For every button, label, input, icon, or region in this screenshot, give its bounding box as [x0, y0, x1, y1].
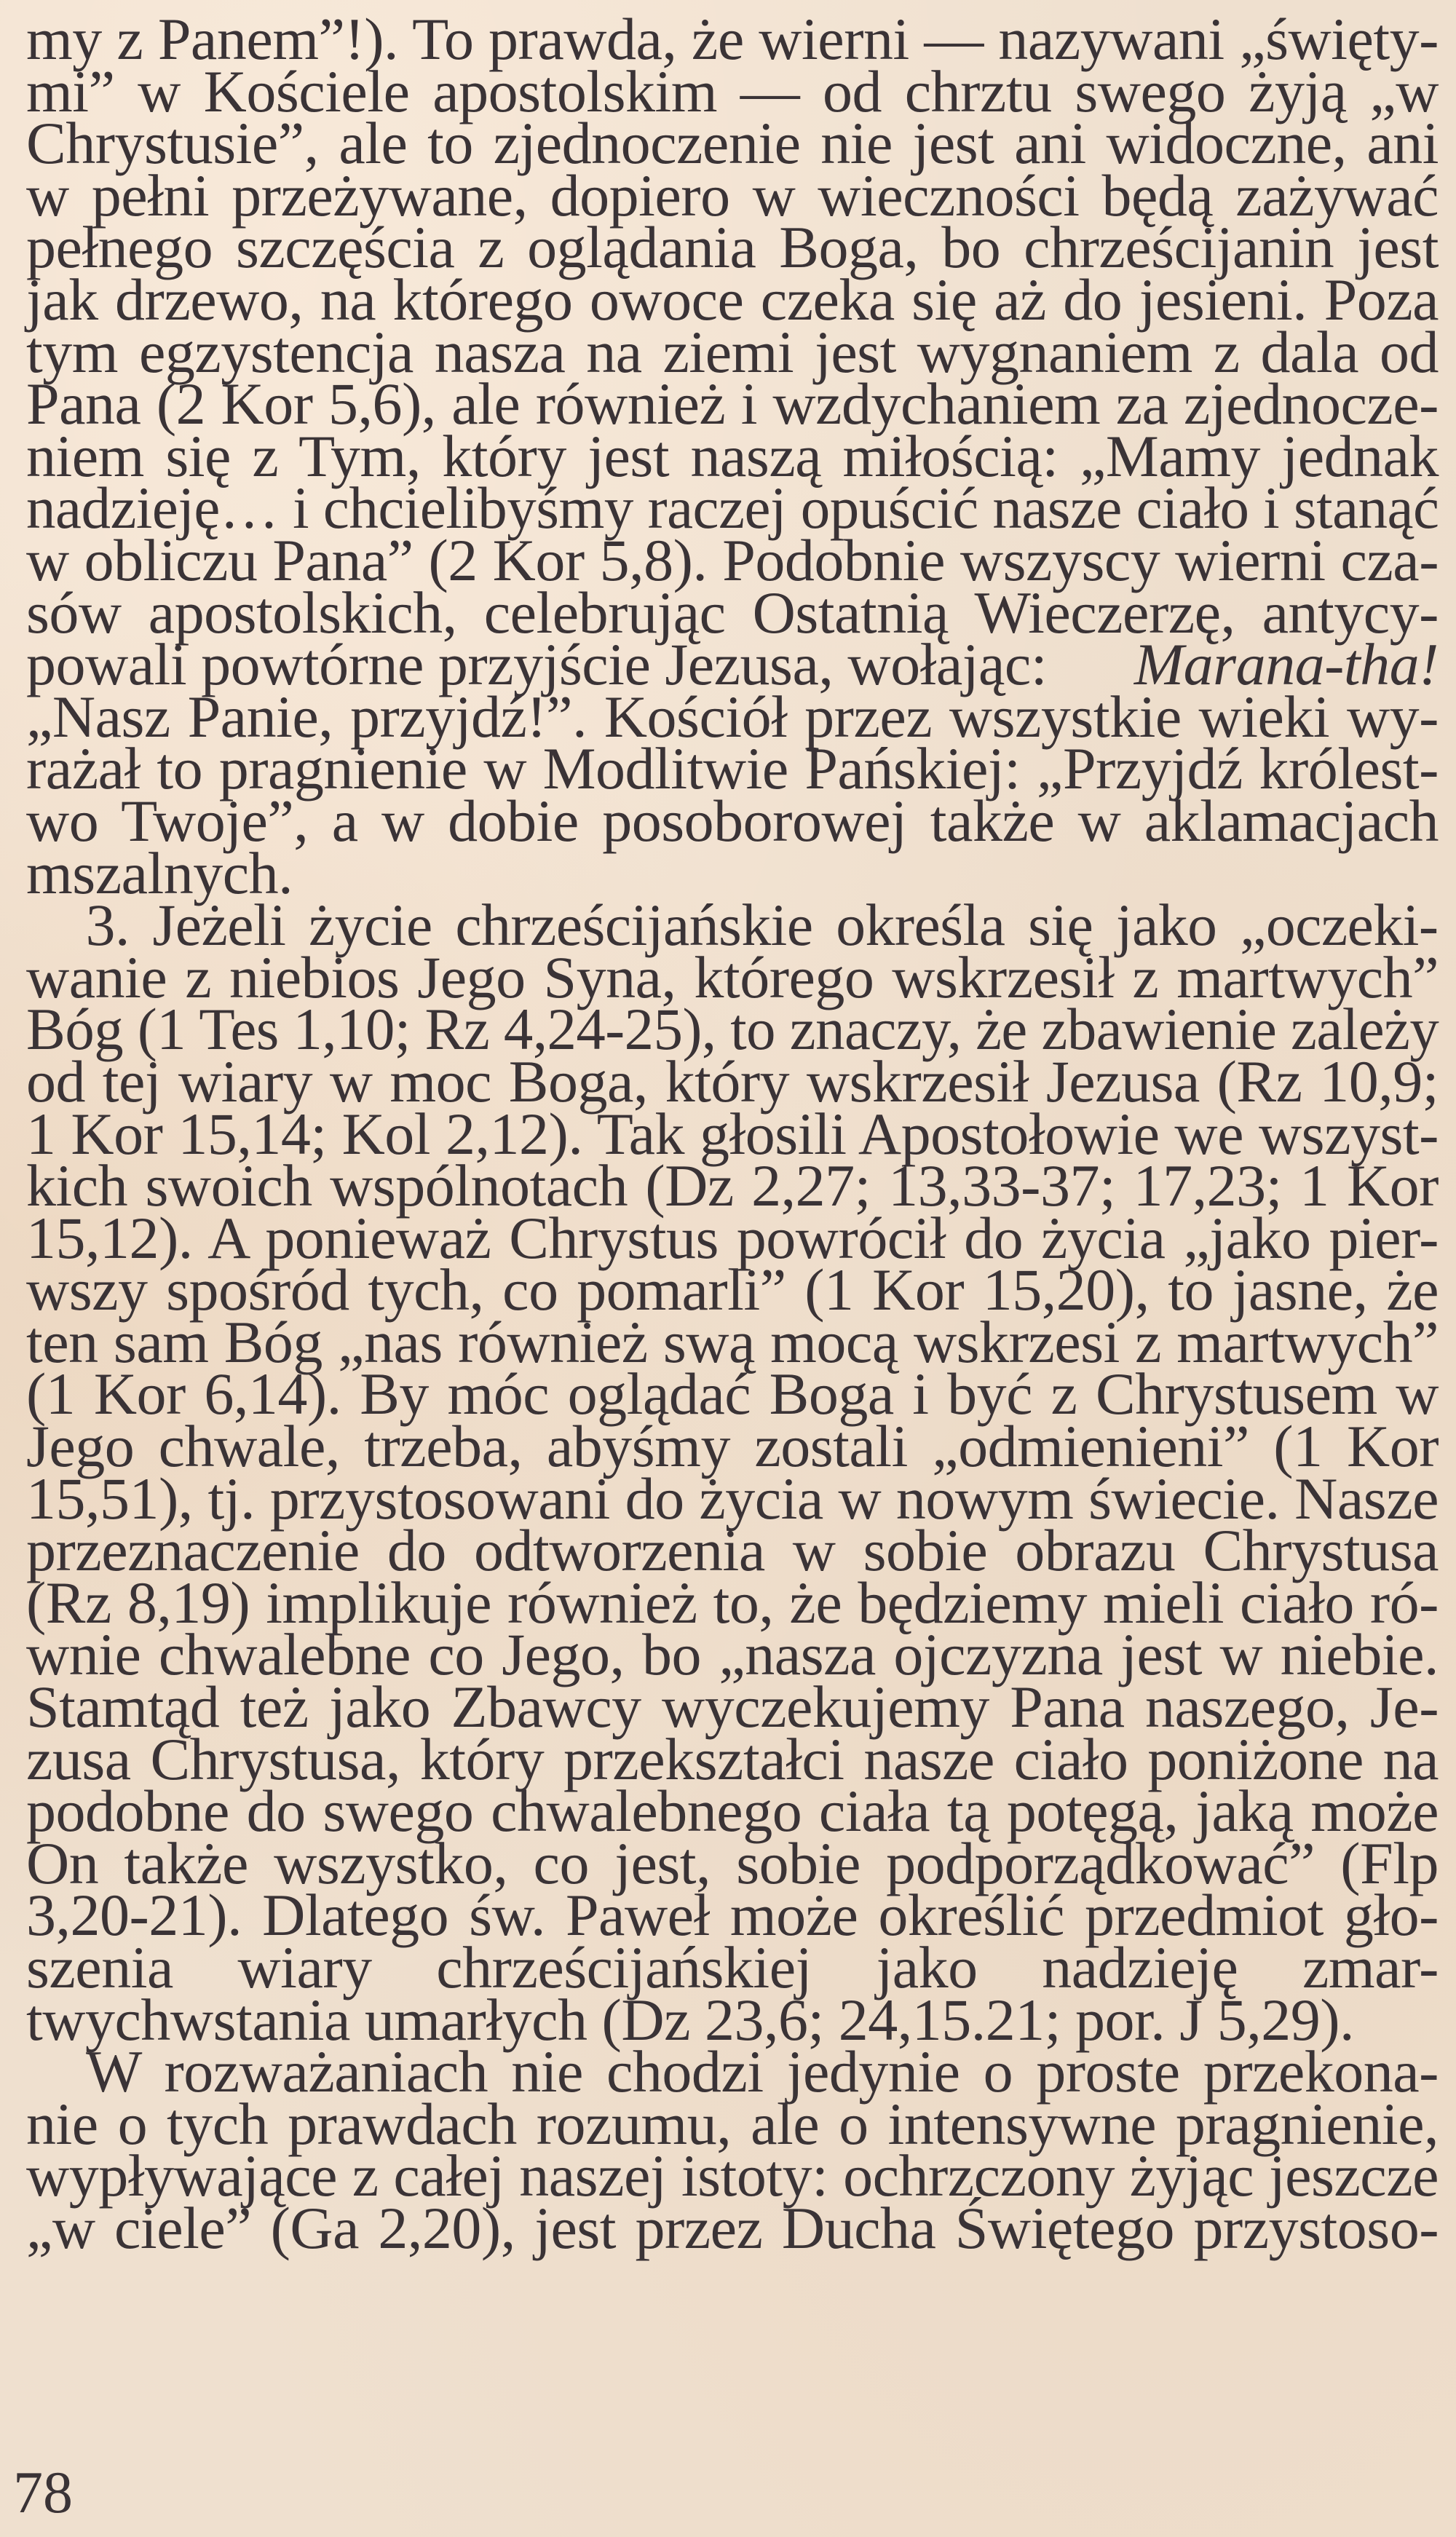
text-line-content: przeznaczenie do odtworzenia w sobie obrazu Chrystusa [26, 1517, 1439, 1583]
text-line-content: 1 Kor 15,14; Kol 2,12). Tak głosili Apostołowie we wszyst- [26, 1101, 1439, 1167]
text-line-content: my z Panem”!). To prawda, że wierni — nazywani „święty- [26, 6, 1439, 72]
text-line-content: niem się z Tym, który jest naszą miłością: „Mamy jednak [26, 423, 1439, 489]
text-line-content: mszalnych. [26, 840, 293, 906]
text-line-content: wnie chwalebne co Jego, bo „nasza ojczyzna jest w niebie. [26, 1621, 1439, 1687]
text-line-content: Bóg (1 Tes 1,10; Rz 4,24-25), to znaczy, że zbawienie zależy [26, 996, 1439, 1062]
text-line-content: w pełni przeżywane, dopiero w wieczności będą zażywać [26, 162, 1439, 229]
text-line-content: sów apostolskich, celebrując Ostatnią Wieczerzę, antycy- [26, 579, 1439, 646]
text-line-content: szenia wiary chrześcijańskiej jako nadzieję zmar- [26, 1934, 1439, 2000]
text-line-content: jak drzewo, na którego owoce czeka się aż do jesieni. Poza [26, 266, 1439, 333]
italic-phrase: Marana-tha! [1133, 631, 1439, 697]
text-line-content: nie o tych prawdach rozumu, ale o intensywne pragnienie, [26, 2091, 1439, 2157]
text-line-content: w obliczu Pana” (2 Kor 5,8). Podobnie wszyscy wierni cza- [26, 527, 1439, 593]
text-line-content: nadzieję… i chcielibyśmy raczej opuścić nasze ciało i stanąć [26, 475, 1439, 541]
text-line-content: wo Twoje”, a w dobie posoborowej także w aklamacjach [26, 788, 1439, 854]
text-line-content: 3,20-21). Dlatego św. Paweł może określić przedmiot gło- [26, 1882, 1439, 1948]
text-line-content: 15,12). A ponieważ Chrystus powrócił do życia „jako pier- [26, 1205, 1439, 1271]
text-line-content: „w ciele” (Ga 2,20), jest przez Ducha Świętego przystoso- [26, 2195, 1439, 2261]
text-line-content: Chrystusie”, ale to zjednoczenie nie jest ani widoczne, ani [26, 110, 1439, 176]
text-line-content: rażał to pragnienie w Modlitwie Pańskiej: „Przyjdź królest- [26, 735, 1439, 802]
text-line-content: 15,51), tj. przystosowani do życia w nowym świecie. Nasze [26, 1465, 1439, 1532]
text-line-content: twychwstania umarłych (Dz 23,6; 24,15.21; por. J 5,29). [26, 1987, 1355, 2053]
text-line-content: tym egzystencja nasza na ziemi jest wygnaniem z dala od [26, 319, 1439, 385]
text-line-content: (Rz 8,19) implikuje również to, że będziemy mieli ciało ró- [26, 1570, 1439, 1636]
text-line-content: (1 Kor 6,14). By móc oglądać Boga i być z Chrystusem w [26, 1361, 1439, 1427]
text-line-content: „Nasz Panie, przyjdź!”. Kościół przez wszystkie wieki wy- [26, 684, 1439, 750]
text-line-content: wanie z niebios Jego Syna, którego wskrzesił z martwych” [26, 944, 1439, 1010]
text-line-content: Pana (2 Kor 5,6), ale również i wzdychaniem za zjednocze- [26, 371, 1439, 437]
text-line-content: ten sam Bóg „nas również swą mocą wskrzesi z martwych” [26, 1309, 1439, 1375]
text-line-content: Jego chwale, trzeba, abyśmy zostali „odmienieni” (1 Kor [26, 1413, 1439, 1479]
text-line-content: 3. Jeżeli życie chrześcijańskie określa się jako „oczeki- [85, 892, 1439, 958]
text-line-content: wszy spośród tych, co pomarli” (1 Kor 15,20), to jasne, że [26, 1256, 1439, 1323]
text-line-content: podobne do swego chwalebnego ciała tą potęgą, jaką może [26, 1778, 1439, 1844]
text-line-content: mi” w Kościele apostolskim — od chrztu swego żyją „w [26, 58, 1439, 124]
text-line [26, 2195, 1439, 2262]
text-line-content: zusa Chrystusa, który przekształci nasze ciało poniżone na [26, 1726, 1439, 1792]
text-line-content: od tej wiary w moc Boga, który wskrzesił Jezusa (Rz 10,9; [26, 1048, 1439, 1115]
text-line-content: pełnego szczęścia z oglądania Boga, bo chrześcijanin jest [26, 214, 1439, 280]
text-line-content: On także wszystko, co jest, sobie podporządkować” (Flp [26, 1830, 1439, 1896]
text-line-content: W rozważaniach nie chodzi jedynie o proste przekona- [86, 2038, 1439, 2105]
text-line-content: kich swoich wspólnotach (Dz 2,27; 13,33-37; 17,23; 1 Kor [26, 1152, 1439, 1219]
text-line-content: Stamtąd też jako Zbawcy wyczekujemy Pana naszego, Je- [26, 1674, 1439, 1740]
text-line-content: powali powtórne przyjście Jezusa, wołając: [26, 631, 1048, 697]
text-line-content: wypływające z całej naszej istoty: ochrzczony żyjąc jeszcze [26, 2142, 1439, 2209]
page-number: 78 [13, 2459, 73, 2525]
